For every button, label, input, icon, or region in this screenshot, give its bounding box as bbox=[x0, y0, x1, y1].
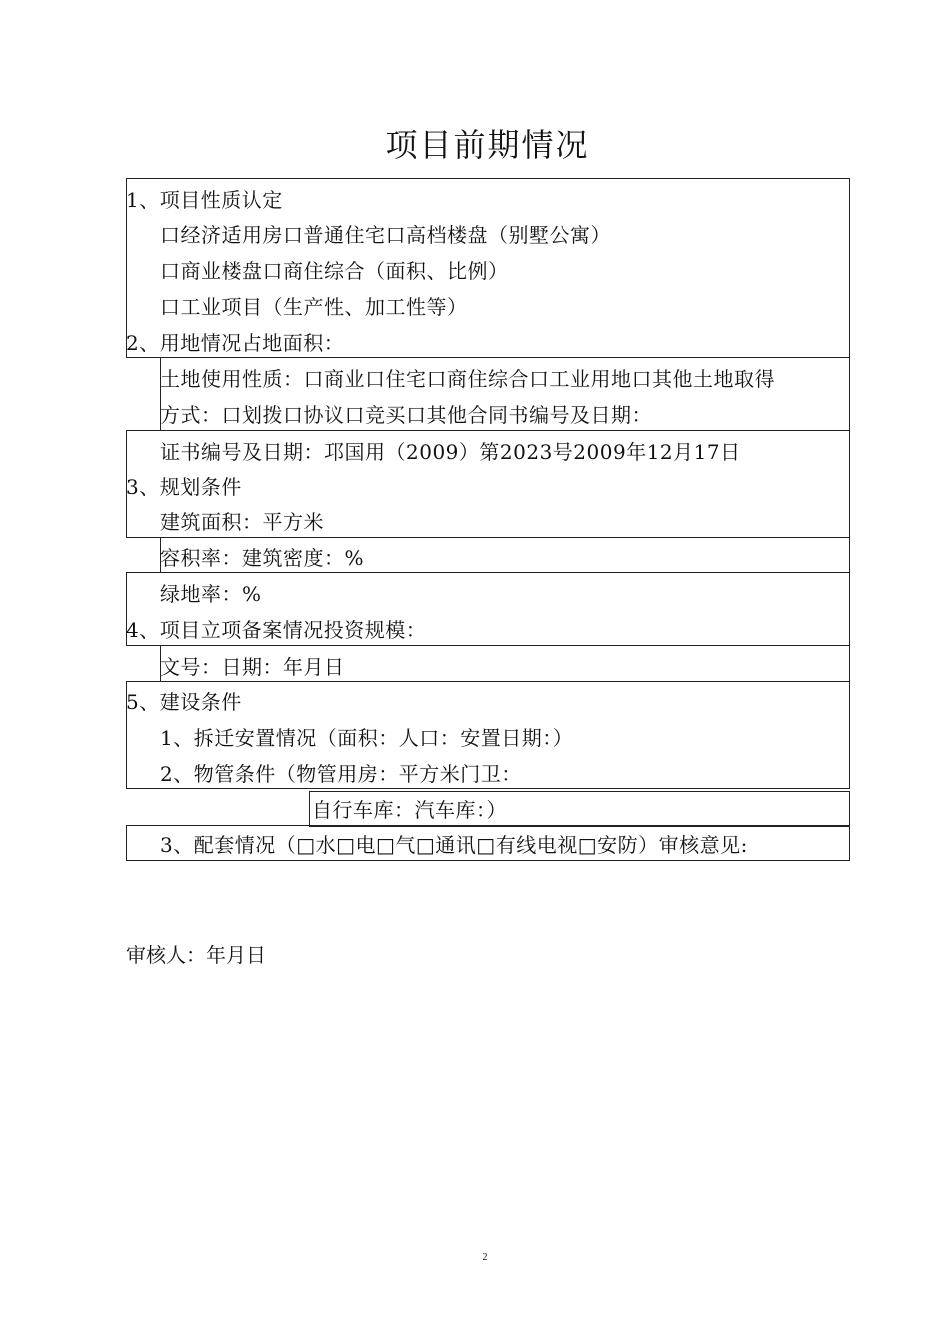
land-use-line-2: 方式：口划拨口协议口竞买口其他合同书编号及日期： bbox=[160, 403, 652, 427]
property-type-line-3: 口工业项目（生产性、加工性等） bbox=[160, 295, 468, 319]
page-title: 项目前期情况 bbox=[385, 126, 590, 164]
land-use-line-1: 土地使用性质：口商业口住宅口商住综合口工业用地口其他土地取得 bbox=[160, 367, 775, 391]
green-ratio-line: 绿地率：% bbox=[160, 582, 262, 606]
property-mgmt-line: 2、物管条件（物管用房：平方米门卫： bbox=[160, 762, 522, 786]
certificate-line: 证书编号及日期：邛国用（2009）第2023号2009年12月17日 bbox=[160, 440, 741, 464]
filing-number-line: 文号：日期：年月日 bbox=[160, 655, 345, 679]
property-type-line-1: 口经济适用房口普通住宅口高档楼盘（别墅公寓） bbox=[160, 223, 611, 247]
plot-ratio-line: 容积率：建筑密度：% bbox=[160, 546, 365, 570]
relocation-line: 1、拆迁安置情况（面积：人口：安置日期：） bbox=[160, 726, 574, 750]
page-number: 2 bbox=[482, 1252, 488, 1263]
section-5-heading: 5、建设条件 bbox=[126, 690, 242, 714]
utilities-line: 3、配套情况（□水□电□气□通讯□有线电视□安防）审核意见: bbox=[160, 833, 748, 857]
garage-line: 自行车库：汽车库：） bbox=[312, 798, 507, 822]
reviewer-line: 审核人：年月日 bbox=[126, 943, 266, 967]
section-3-heading: 3、规划条件 bbox=[126, 475, 242, 499]
section-2-heading: 2、用地情况占地面积： bbox=[126, 331, 345, 355]
floor-area-line: 建筑面积：平方米 bbox=[160, 510, 324, 534]
section-4-heading: 4、项目立项备案情况投资规模： bbox=[126, 618, 427, 642]
property-type-line-2: 口商业楼盘口商住综合（面积、比例） bbox=[160, 259, 509, 283]
section-1-heading: 1、项目性质认定 bbox=[126, 188, 283, 212]
